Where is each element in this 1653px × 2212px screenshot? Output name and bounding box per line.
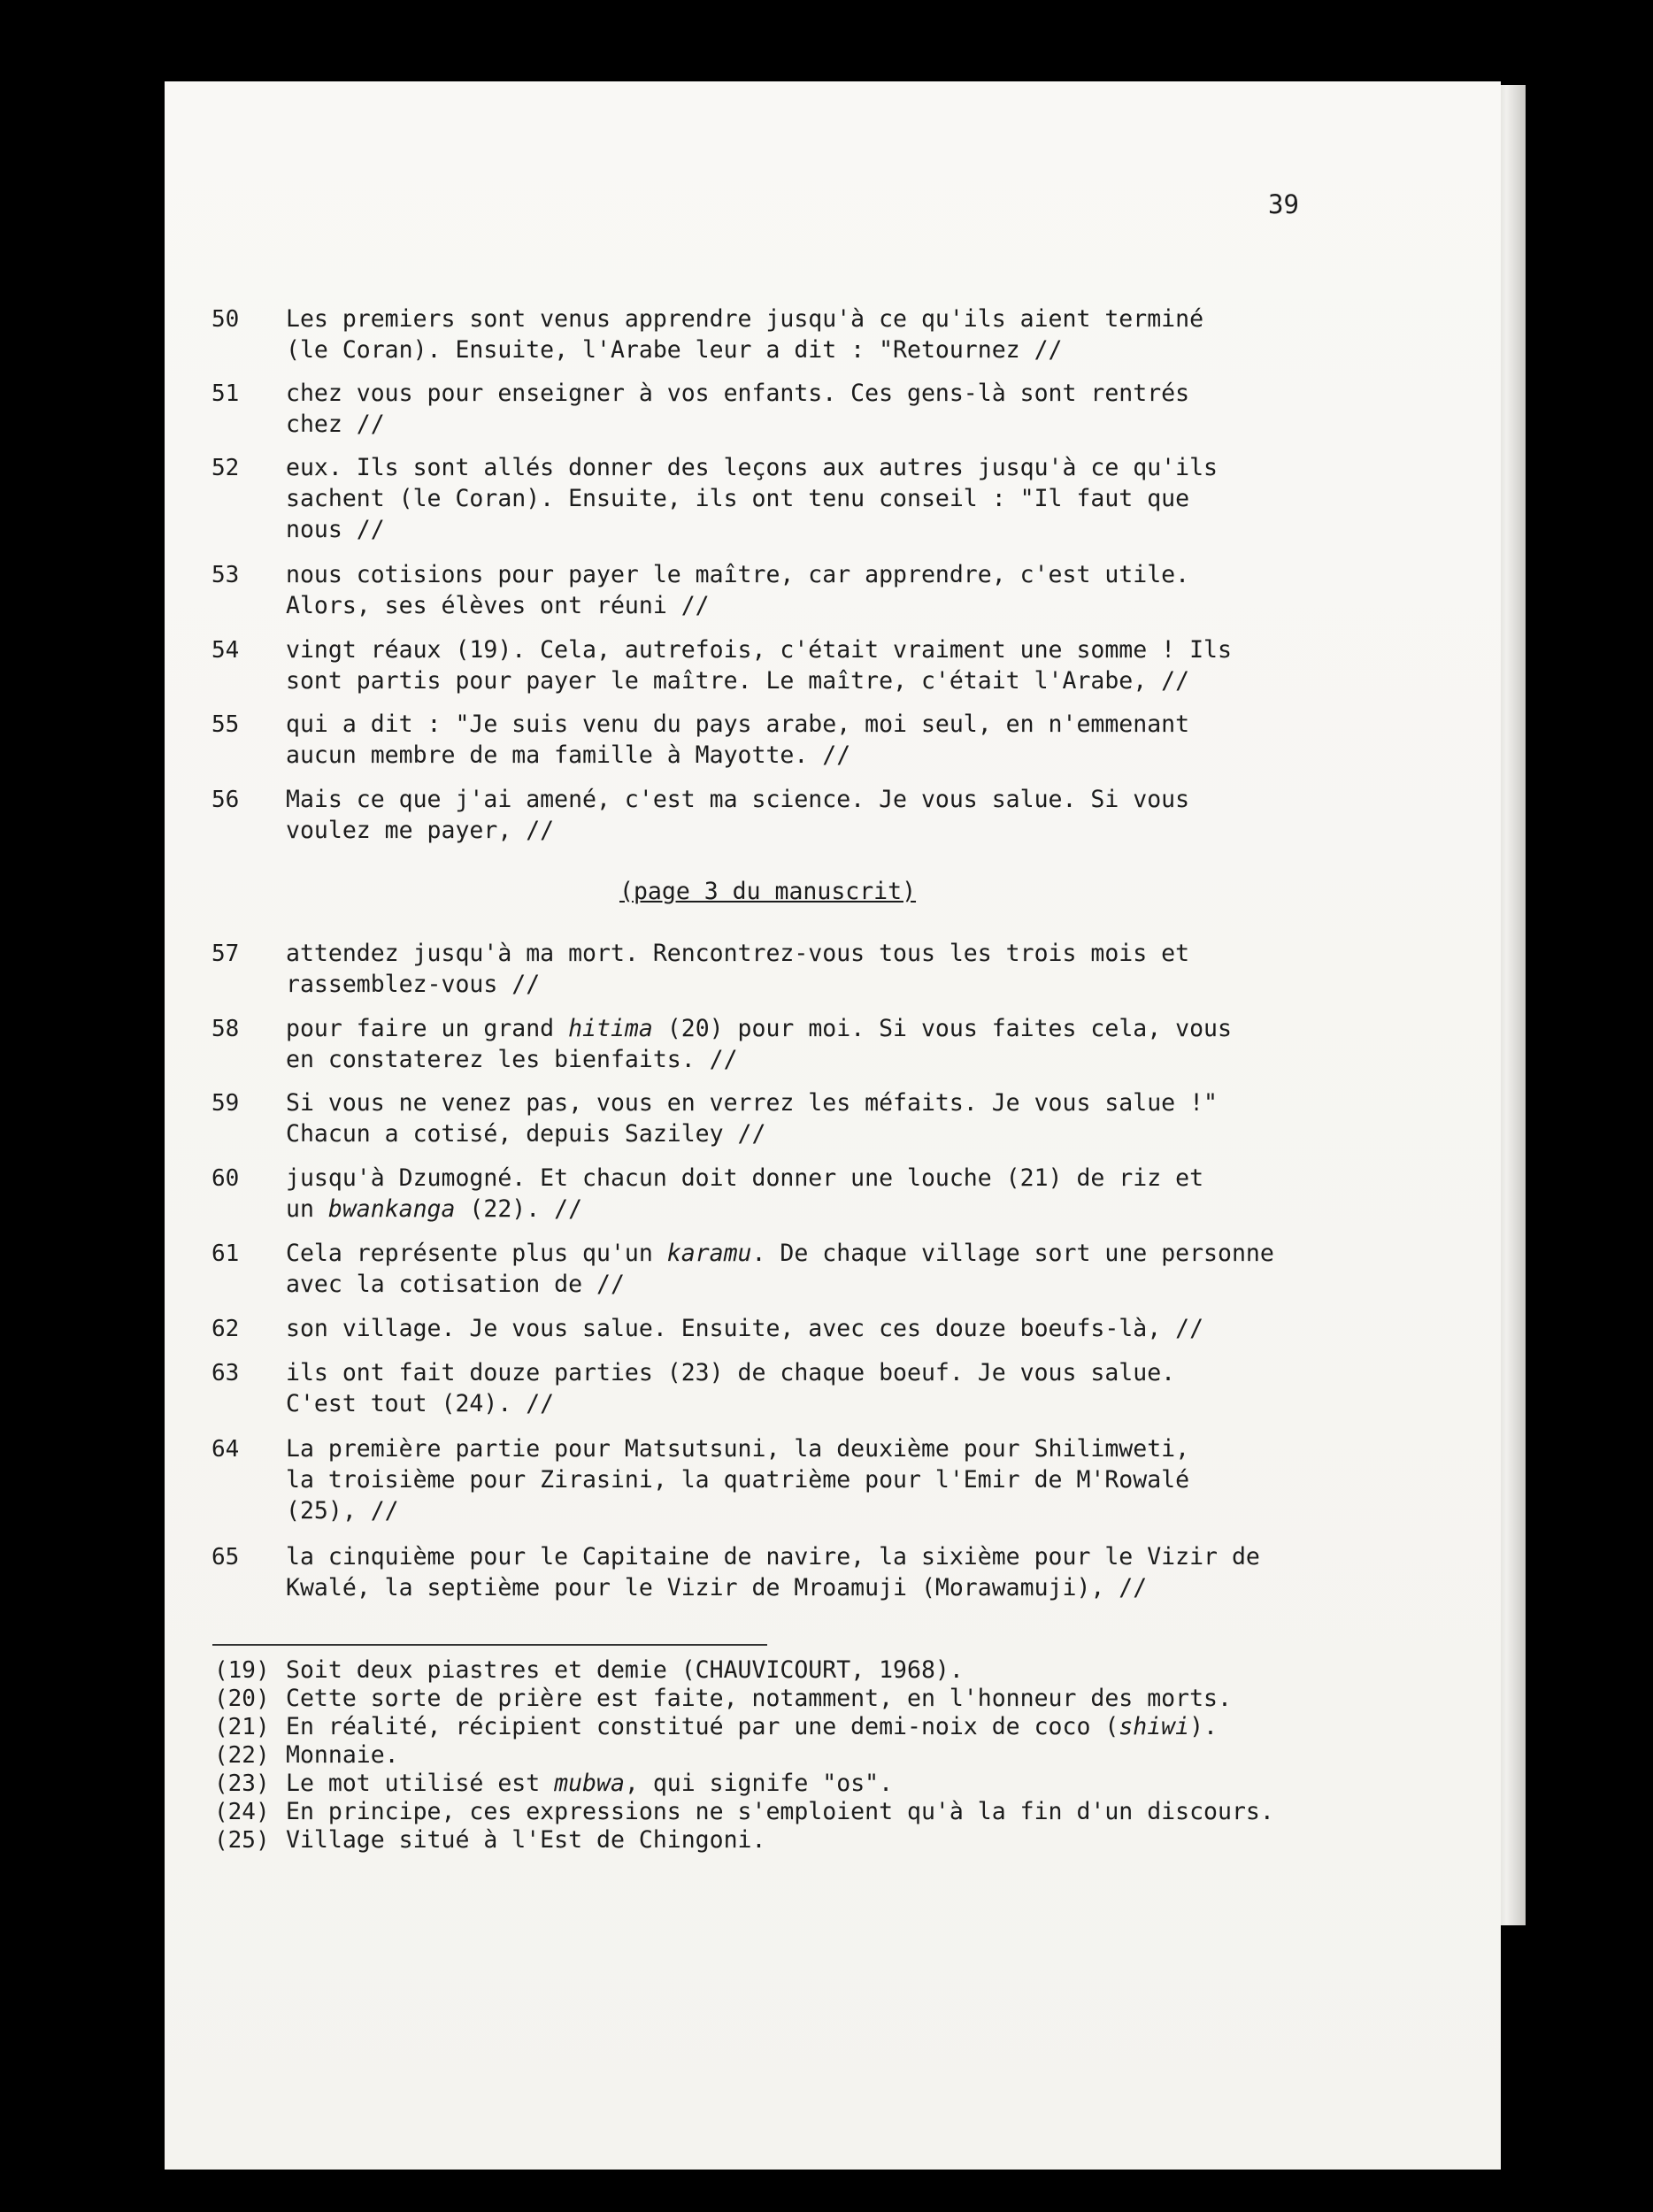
- footnote-number: (24): [214, 1799, 270, 1825]
- verse-line: nous cotisions pour payer le maître, car apprendre, c'est utile.: [286, 561, 1190, 588]
- italic-term: bwankanga: [327, 1195, 456, 1223]
- verse-line: Mais ce que j'ai amené, c'est ma science. Je vous salue. Si vous: [286, 786, 1190, 813]
- line-number: 50: [211, 306, 240, 333]
- footnote-number: (22): [214, 1742, 270, 1769]
- verse-line: Si vous ne venez pas, vous en verrez les méfaits. Je vous salue !": [286, 1089, 1218, 1117]
- line-number: 63: [211, 1360, 240, 1386]
- footnote-number: (19): [214, 1657, 270, 1684]
- verse-line: C'est tout (24). //: [286, 1390, 555, 1417]
- line-number: 57: [211, 941, 240, 967]
- italic-term: mubwa: [554, 1770, 625, 1797]
- line-number: 56: [211, 787, 240, 813]
- footnote-number: (25): [214, 1827, 270, 1854]
- verse-line: sachent (le Coran). Ensuite, ils ont tenu conseil : "Il faut que: [286, 485, 1190, 512]
- verse-line: ils ont fait douze parties (23) de chaque boeuf. Je vous salue.: [286, 1359, 1176, 1386]
- verse-line: (25), //: [286, 1497, 399, 1525]
- line-number: 61: [211, 1240, 240, 1267]
- verse-line: vingt réaux (19). Cela, autrefois, c'était vraiment une somme ! Ils: [286, 636, 1232, 664]
- footnote-text: En principe, ces expressions ne s'emploient qu'à la fin d'un discours.: [286, 1798, 1274, 1825]
- footnote-number: (20): [214, 1686, 270, 1712]
- footnote-number: (21): [214, 1714, 270, 1740]
- verse-line: eux. Ils sont allés donner des leçons aux autres jusqu'à ce qu'ils: [286, 454, 1218, 481]
- verse-line: rassemblez-vous //: [286, 971, 541, 998]
- verse-line: pour faire un grand hitima (20) pour moi. Si vous faites cela, vous: [286, 1015, 1232, 1042]
- italic-term: shiwi: [1119, 1713, 1190, 1740]
- verse-line: jusqu'à Dzumogné. Et chacun doit donner une louche (21) de riz et: [286, 1164, 1204, 1192]
- page-number: 39: [1268, 189, 1299, 219]
- footnote-text: En réalité, récipient constitué par une demi-noix de coco (shiwi).: [286, 1713, 1219, 1740]
- line-number: 54: [211, 637, 240, 664]
- line-number: 52: [211, 455, 240, 481]
- footnote-text: Le mot utilisé est mubwa, qui signife "os".: [286, 1770, 894, 1797]
- verse-line: la troisième pour Zirasini, la quatrième pour l'Emir de M'Rowalé: [286, 1466, 1190, 1494]
- verse-line: nous //: [286, 516, 385, 543]
- verse-line: attendez jusqu'à ma mort. Rencontrez-vous tous les trois mois et: [286, 940, 1190, 967]
- verse-line: avec la cotisation de //: [286, 1271, 625, 1298]
- line-number: 55: [211, 711, 240, 738]
- verse-line: aucun membre de ma famille à Mayotte. //: [286, 741, 851, 769]
- verse-line: La première partie pour Matsutsuni, la deuxième pour Shilimweti,: [286, 1435, 1190, 1463]
- verse-line: Kwalé, la septième pour le Vizir de Mroamuji (Morawamuji), //: [286, 1574, 1148, 1601]
- footnote-text: Village situé à l'Est de Chingoni.: [286, 1826, 766, 1854]
- line-number: 65: [211, 1544, 240, 1571]
- line-number: 51: [211, 380, 240, 407]
- verse-line: en constaterez les bienfaits. //: [286, 1046, 738, 1073]
- manuscript-page-marker: (page 3 du manuscrit): [619, 878, 917, 905]
- footnote-number: (23): [214, 1770, 270, 1797]
- verse-line: chez vous pour enseigner à vos enfants. Ces gens-là sont rentrés: [286, 380, 1190, 407]
- verse-line: chez //: [286, 411, 385, 438]
- verse-line: qui a dit : "Je suis venu du pays arabe, moi seul, en n'emmenant: [286, 710, 1190, 738]
- verse-line: Chacun a cotisé, depuis Saziley //: [286, 1120, 766, 1148]
- verse-line: (le Coran). Ensuite, l'Arabe leur a dit : "Retournez //: [286, 336, 1063, 364]
- line-number: 64: [211, 1436, 240, 1463]
- verse-line: Cela représente plus qu'un karamu. De chaque village sort une personne: [286, 1240, 1274, 1267]
- verse-line: la cinquième pour le Capitaine de navire, la sixième pour le Vizir de: [286, 1543, 1260, 1571]
- line-number: 58: [211, 1016, 240, 1042]
- line-number: 59: [211, 1090, 240, 1117]
- verse-line: sont partis pour payer le maître. Le maître, c'était l'Arabe, //: [286, 667, 1190, 695]
- verse-line: son village. Je vous salue. Ensuite, avec ces douze boeufs-là, //: [286, 1315, 1204, 1342]
- italic-term: hitima: [568, 1015, 653, 1042]
- italic-term: karamu: [666, 1240, 752, 1267]
- verse-line: Les premiers sont venus apprendre jusqu'à ce qu'ils aient terminé: [286, 305, 1204, 333]
- verse-line: Alors, ses élèves ont réuni //: [286, 592, 710, 619]
- verse-line: un bwankanga (22). //: [286, 1195, 583, 1223]
- footnote-text: Cette sorte de prière est faite, notamment, en l'honneur des morts.: [286, 1685, 1232, 1712]
- footnote-separator: [212, 1644, 767, 1646]
- footnote-text: Soit deux piastres et demie (CHAUVICOURT, 1968).: [286, 1656, 964, 1684]
- line-number: 53: [211, 562, 240, 588]
- line-number: 62: [211, 1316, 240, 1342]
- footnote-text: Monnaie.: [286, 1741, 399, 1769]
- line-number: 60: [211, 1165, 240, 1192]
- verse-line: voulez me payer, //: [286, 817, 555, 844]
